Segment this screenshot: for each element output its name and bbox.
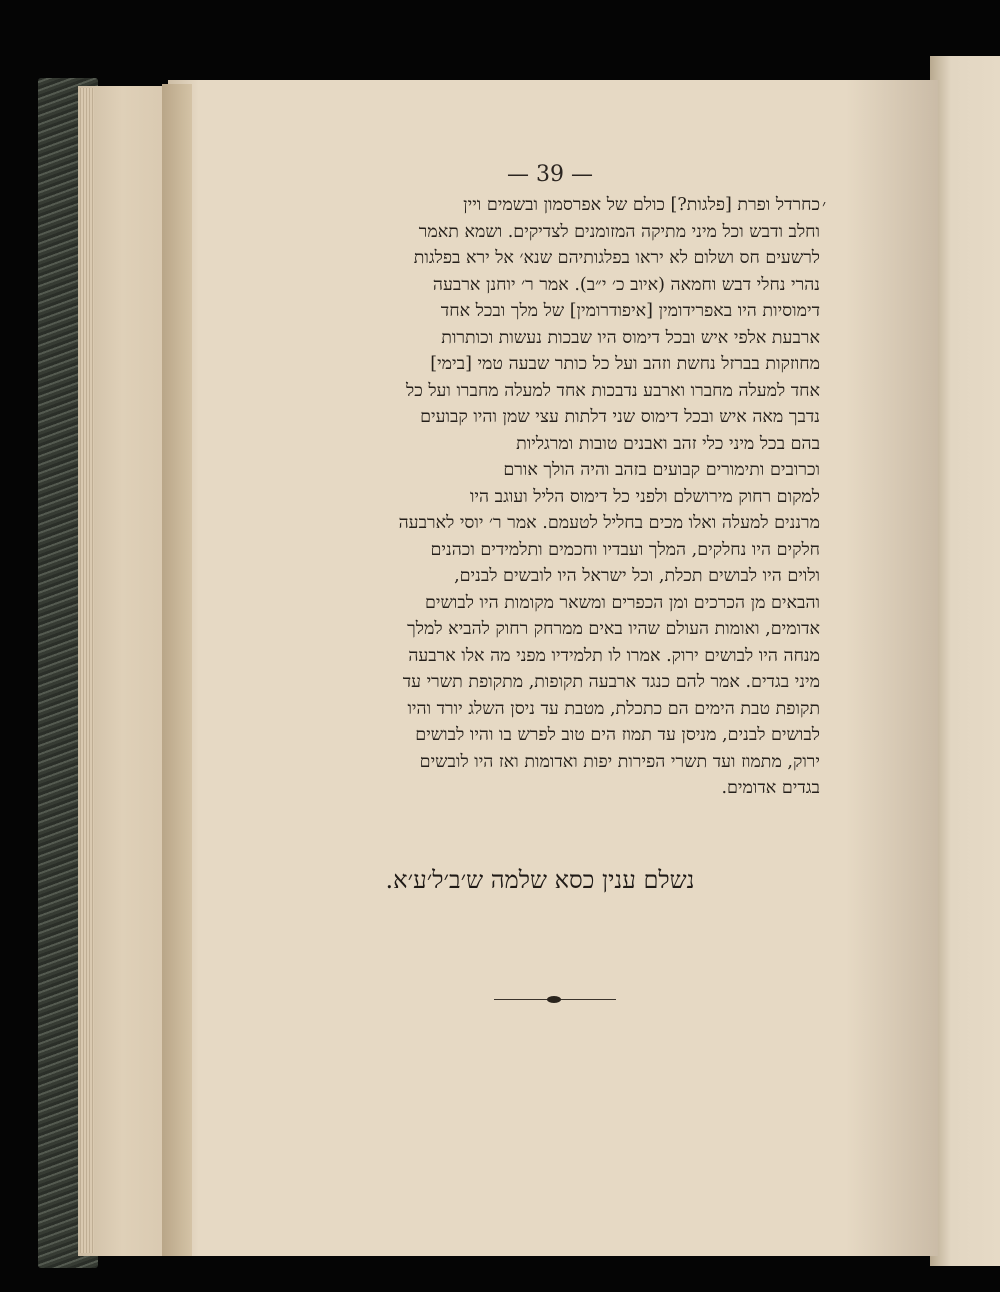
text-line: חלקים היו נחלקים, המלך ועבדיו וחכמים ותלמידים וכהנים bbox=[430, 539, 820, 560]
text-line: מרננים למעלה ואלו מכים בחליל לטעמם. אמר ר׳ יוסי לארבעה bbox=[398, 513, 820, 533]
text-line: והבאים מן הכרכים ומן הכפרים ומשאר מקומות היו לבושים bbox=[424, 592, 820, 613]
text-line: בהם בכל מיני כלי זהב ואבנים טובות ומרגליות bbox=[516, 433, 820, 454]
text-line: אדומים, ואומות העולם שהיו באים ממרחק רחוק להביא למלך bbox=[407, 619, 820, 639]
book-gutter bbox=[162, 84, 192, 1256]
margin-mark: ׳ bbox=[822, 196, 827, 217]
text-line: וכרובים ותימורים קבועים בזהב והיה הולך אורם bbox=[503, 460, 820, 480]
section-divider bbox=[494, 996, 616, 1004]
text-line: כחרדל ופרת [פלגות?] כולם של אפרסמון ובשמים ויין bbox=[463, 195, 820, 215]
facing-page bbox=[930, 56, 1000, 1266]
text-line: מנחה היו לבושים ירוק. אמרו לו תלמידיו מפני מה אלו ארבעה bbox=[408, 645, 820, 666]
text-line: נדבך מאה איש ובכל דימוס שני דלתות עצי שמן והיו קבועים bbox=[420, 407, 820, 427]
text-line: לרשעים חס ושלום לא יראו בפלגותיהם שנא׳ אל ירא בפלגות bbox=[413, 248, 820, 268]
text-line: ולוים היו לבושים תכלת, וכל ישראל היו לובשים לבנים, bbox=[454, 566, 820, 586]
text-line: בגדים אדומים. bbox=[721, 778, 820, 798]
text-line: מחוזקות בברזל נחשת וזהב ועל כל כותר שבעה טמי [בימי] bbox=[430, 354, 820, 374]
colophon: נשלם ענין כסא שלמה ש׳ב׳ל׳ע׳א. bbox=[385, 866, 695, 894]
text-line: למקום רחוק מירושלם ולפני כל דימוס הליל ועוגב היו bbox=[469, 486, 820, 507]
divider-ornament bbox=[547, 996, 561, 1003]
page-number: — 39 — bbox=[507, 162, 593, 187]
text-line: מיני בגדים. אמר להם כנגד ארבעה תקופות, מתקופת תשרי עד bbox=[402, 672, 820, 692]
text-line: וחלב ודבש וכל מיני מתיקה המזומנים לצדיקים. ושמא תאמר bbox=[418, 221, 820, 242]
text-line: ארבעת אלפי איש ובכל דימוס היו שבכות נעשות וכותרות bbox=[441, 327, 820, 348]
text-line: ירוק, מתמוז ועד תשרי הפירות יפות ואדומות ואז היו לובשים bbox=[419, 751, 820, 772]
text-line: אחד למעלה מחברו וארבע נדבכות אחד למעלה מחברו ועל כל bbox=[406, 380, 820, 401]
text-line: לבושים לבנים, מניסן עד תמוז הים טוב לפרש בו והיו לבושים bbox=[415, 725, 820, 745]
body-text bbox=[290, 192, 820, 802]
text-line: דימוסיות היו באפרידומין [איפודרומין] של מלך ובכל אחד bbox=[440, 301, 820, 321]
page-edges bbox=[80, 88, 94, 1253]
text-line: נהרי נחלי דבש וחמאה (איוב כ׳ י״ב). אמר ר׳ יוחנן ארבעה bbox=[432, 274, 820, 295]
text-line: תקופת טבת הימים הם כתכלת, מטבת עד ניסן השלג יורד והיו bbox=[407, 698, 820, 719]
